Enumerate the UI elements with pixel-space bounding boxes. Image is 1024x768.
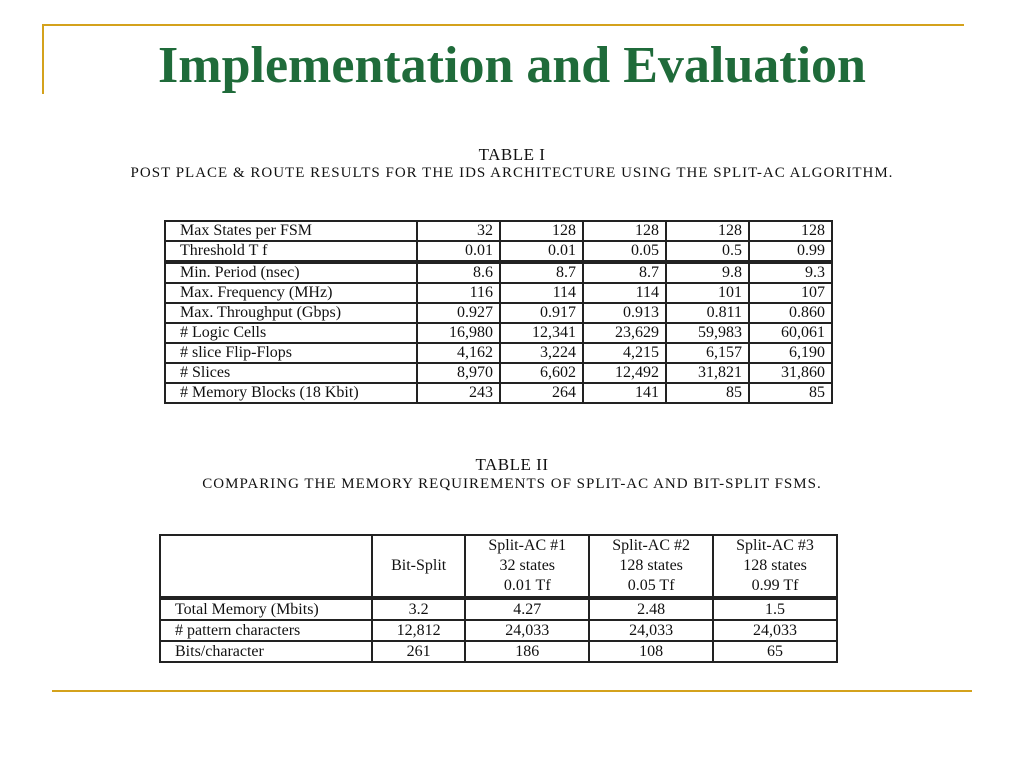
table1-cell: 116 [417,283,500,303]
table2-row [160,620,837,641]
table2-cell: 24,033 [713,620,837,641]
table1-cell: 0.01 [500,241,583,262]
table1-cell: 32 [417,221,500,241]
table1-cell: 8.6 [417,262,500,283]
table2-cell: 186 [465,641,589,662]
table2-cell: 4.27 [465,598,589,620]
table1-cell: 0.927 [417,303,500,323]
table1-cell: 141 [583,383,666,403]
table2-header-line: Bit-Split [391,557,447,574]
table1-cell: 23,629 [583,323,666,343]
table2-row-label: Total Memory (Mbits) [160,598,372,620]
table1-cell: 6,602 [500,363,583,383]
table2-cell: 1.5 [713,598,837,620]
table1-cell: 0.5 [666,241,749,262]
table1-cell: 114 [500,283,583,303]
table1-row [165,241,832,262]
table1-cell: 6,190 [749,343,832,363]
table1-cell: 9.8 [666,262,749,283]
table1-cell: 0.913 [583,303,666,323]
table1-cell: 9.3 [749,262,832,283]
table1-cell: 31,860 [749,363,832,383]
table1-cell: 128 [666,221,749,241]
frame-top-rule [42,24,964,26]
table2-header-cell [465,535,589,598]
table1-cell: 128 [500,221,583,241]
table1-row-label: Max. Frequency (MHz) [165,283,417,303]
table2-cell: 2.48 [589,598,713,620]
table2-row [160,641,837,662]
table1-row [165,303,832,323]
table1-row-label: # Logic Cells [165,323,417,343]
table2-cell: 3.2 [372,598,465,620]
table2-caption: COMPARING THE MEMORY REQUIREMENTS OF SPLIT-AC AND BIT-SPLIT FSMS. [202,476,822,492]
table1-row-label: Max. Throughput (Gbps) [165,303,417,323]
table1 [164,220,833,404]
table1-cell: 0.860 [749,303,832,323]
table1-cell: 101 [666,283,749,303]
table1-cell: 31,821 [666,363,749,383]
table2-number: TABLE II [475,455,549,474]
table1-row-label: # Memory Blocks (18 Kbit) [165,383,417,403]
table1-cell: 60,061 [749,323,832,343]
table1-cell: 4,215 [583,343,666,363]
table1-cell: 243 [417,383,500,403]
table1-cell: 8,970 [417,363,500,383]
table2-cell: 65 [713,641,837,662]
table1-cell: 264 [500,383,583,403]
table1-caption: POST PLACE & ROUTE RESULTS FOR THE IDS ARCHITECTURE USING THE SPLIT-AC ALGORITHM. [130,165,894,181]
table2-cell: 24,033 [589,620,713,641]
table2-header-line: 128 states [619,557,683,574]
table1-row-label: Min. Period (nsec) [165,262,417,283]
table1-cell: 12,492 [583,363,666,383]
table2-row-label: # pattern characters [160,620,372,641]
table1-row-label: Threshold T f [165,241,417,262]
frame-bottom-rule [52,690,972,692]
table1-cell: 128 [583,221,666,241]
table2 [159,534,838,663]
table1-cell: 85 [749,383,832,403]
table2-header-line: Split-AC #2 [612,537,691,554]
table1-row [165,262,832,283]
table2-header-row [160,535,837,598]
table1-cell: 12,341 [500,323,583,343]
table1-cell: 0.05 [583,241,666,262]
slide-title: Implementation and Evaluation [158,37,866,94]
table1-cell: 128 [749,221,832,241]
table1-row [165,363,832,383]
table2-cell: 261 [372,641,465,662]
table1-cell: 85 [666,383,749,403]
table2-header-cell [713,535,837,598]
table1-row [165,323,832,343]
table1-cell: 3,224 [500,343,583,363]
table1-cell: 0.01 [417,241,500,262]
table1-cell: 8.7 [500,262,583,283]
table1-cell: 4,162 [417,343,500,363]
table1-row-label: # slice Flip-Flops [165,343,417,363]
table2-header-line: 0.05 Tf [627,577,675,594]
table1-row-label: # Slices [165,363,417,383]
table1-cell: 0.811 [666,303,749,323]
table2-header-line: 128 states [743,557,807,574]
table2-header-cell [372,535,465,598]
table2-cell: 12,812 [372,620,465,641]
table1-row [165,383,832,403]
table1-cell: 6,157 [666,343,749,363]
table2-header-cell [589,535,713,598]
table1-cell: 0.99 [749,241,832,262]
table1-cell: 107 [749,283,832,303]
table1-cell: 16,980 [417,323,500,343]
table2-header-line: Split-AC #1 [488,537,567,554]
table2-header-line: 0.99 Tf [751,577,799,594]
table2-row [160,598,837,620]
table1-cell: 8.7 [583,262,666,283]
table2-header-line: 0.01 Tf [503,577,551,594]
table1-cell: 59,983 [666,323,749,343]
table2-header-cell [160,535,372,598]
table2-header-line: 32 states [499,557,556,574]
table2-cell: 24,033 [465,620,589,641]
table1-row-label: Max States per FSM [165,221,417,241]
table1-row [165,283,832,303]
table2-header-line: Split-AC #3 [736,537,814,554]
table1-number: TABLE I [478,145,546,164]
table1-row [165,343,832,363]
table1-row [165,221,832,241]
table1-cell: 114 [583,283,666,303]
table2-row-label: Bits/character [160,641,372,662]
table1-cell: 0.917 [500,303,583,323]
table2-cell: 108 [589,641,713,662]
